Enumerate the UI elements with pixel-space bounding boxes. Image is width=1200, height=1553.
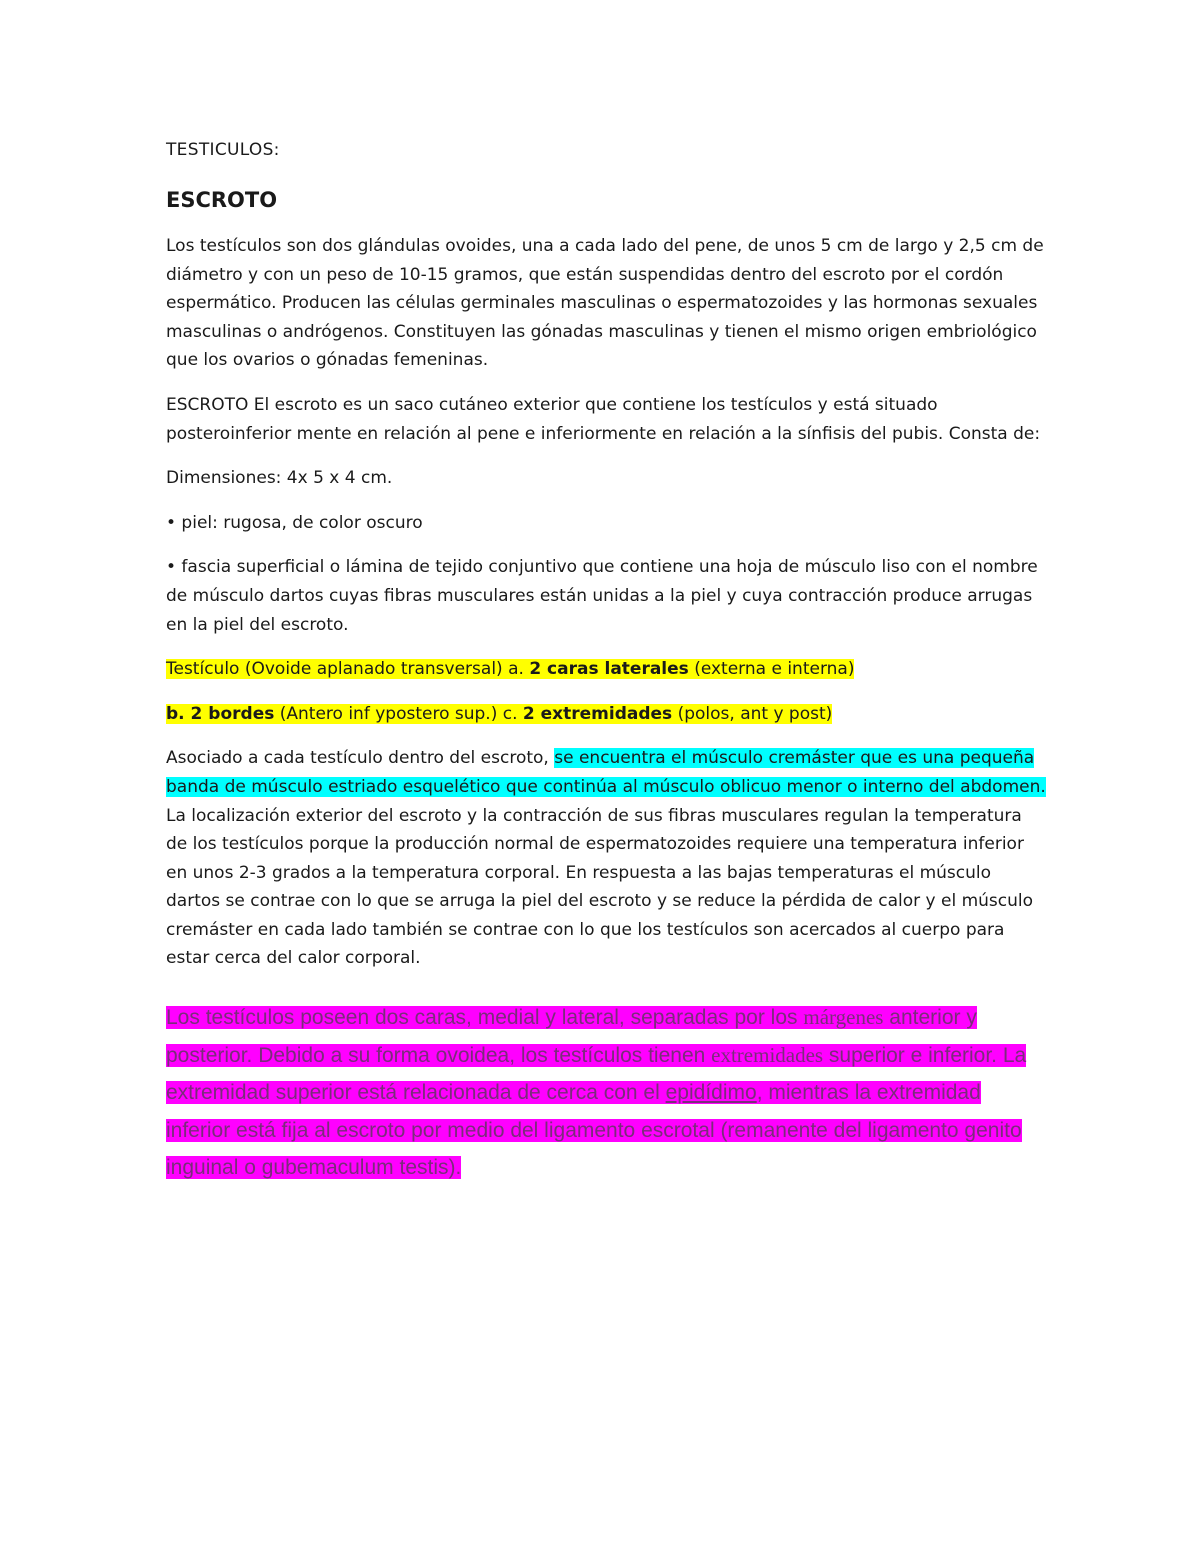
dimensions-line: Dimensiones: 4x 5 x 4 cm. (166, 468, 393, 489)
yellow-highlight-line-2 (166, 700, 1046, 729)
yellow-highlight: Testículo (Ovoide aplanado transversal) a. 2 caras laterales (externa e interna) (166, 659, 855, 680)
magenta-highlight: Los testículos poseen dos caras, medial y lateral, separadas por los márgenes anterior y posterior. Debido a su forma ovoidea, los testículos tienen extremidades superior e inferior. La extremidad superior está relacionada de cerca con el epidídimo, mientras la extremidad inferior está fija al escroto por medio del ligamento escrotal (remanente del ligamento genito inguinal o gubemaculum testis). (166, 1005, 1027, 1180)
testis-surfaces-paragraph (166, 999, 1046, 1187)
yellow-highlight-line-1 (166, 655, 1046, 684)
document-title: TESTICULOS: (166, 140, 280, 160)
cyan-highlight: se encuentra el músculo cremáster que es una pequeña banda de músculo estriado esquelético que continúa al músculo oblicuo menor o interno del abdomen. (166, 748, 1046, 797)
epididymis-link[interactable]: epidídimo (665, 1081, 757, 1105)
yellow-highlight: b. 2 bordes (Antero inf ypostero sup.) c. 2 extremidades (polos, ant y post) (166, 703, 833, 724)
intro-text: Los testículos son dos glándulas ovoides, una a cada lado del pene, de unos 5 cm de largo y 2,5 cm de diámetro y con un peso de 10-15 gramos, que están suspendidas dentro del escroto por el cordón espermático. Producen las células germinales masculinas o espermatozoides y las hormonas sexuales masculinas o andrógenos. Constituyen las gónadas masculinas y tienen el mismo origen embriológico que los ovarios o gónadas femeninas. (166, 236, 1044, 371)
scrotum-layers-list (166, 464, 1046, 639)
document-body (166, 140, 1046, 1203)
section-heading: ESCROTO (166, 188, 278, 212)
scrotum-paragraph: ESCROTO El escroto es un saco cutáneo exterior que contiene los testículos y está situado posteroinferior mente en relación al pene e inferiormente en relación a la sínfisis del pubis. Consta de: (166, 394, 1041, 444)
list-item-skin: • piel: rugosa, de color oscuro (166, 512, 423, 533)
intro-paragraph (166, 232, 1046, 375)
cremaster-paragraph: Asociado a cada testículo dentro del escroto, se encuentra el músculo cremáster que es una pequeña banda de músculo estriado esquelético que continúa al músculo oblicuo menor o interno del abdomen. La localización exterior del escroto y la contracción de sus fibras musculares regulan la temperatura de los testículos porque la producción normal de espermatozoides requiere una temperatura inferior en unos 2-3 grados a la temperatura corporal. En respuesta a las bajas temperaturas el músculo dartos se contrae con lo que se arruga la piel del escroto y se reduce la pérdida de calor y el músculo cremáster en cada lado también se contrae con lo que los testículos son acercados al cuerpo para estar cerca del calor corporal. (166, 748, 1046, 969)
list-item-fascia: • fascia superficial o lámina de tejido conjuntivo que contiene una hoja de músculo liso con el nombre de músculo dartos cuyas fibras musculares están unidas a la piel y cuya contracción produce arrugas en la piel del escroto. (166, 557, 1038, 635)
